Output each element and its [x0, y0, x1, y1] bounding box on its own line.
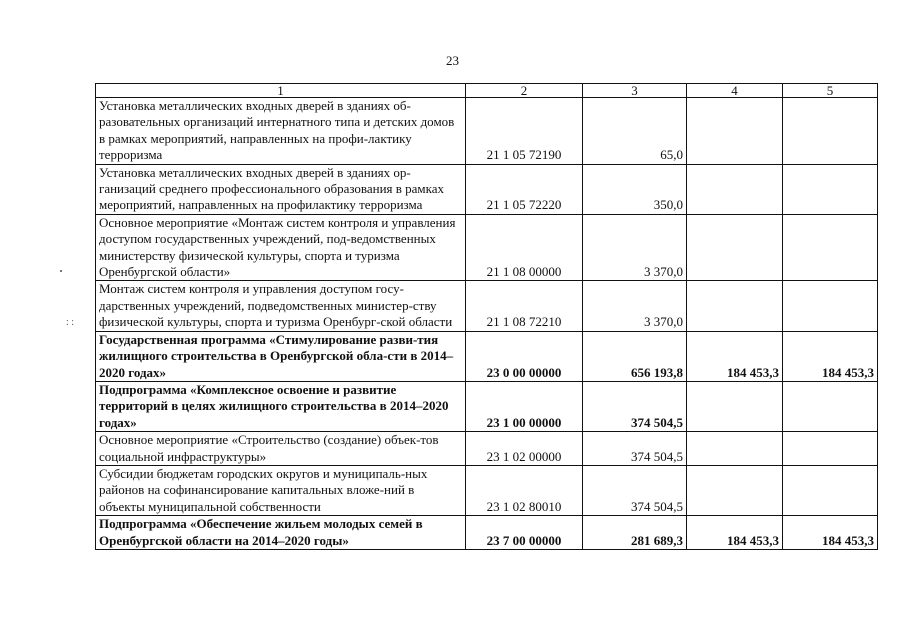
row-col5-cell	[783, 281, 878, 331]
page-number: 23	[446, 53, 459, 68]
header-col-4: 4	[687, 84, 783, 98]
row-col5-cell	[783, 98, 878, 165]
table-row	[96, 432, 878, 466]
table-row	[96, 281, 878, 331]
row-col4-cell	[687, 465, 783, 515]
row-col3-cell: 656 193,8	[583, 331, 687, 381]
row-col4-cell: 184 453,3	[687, 331, 783, 381]
margin-mark: : :	[66, 317, 75, 328]
row-code-cell: 23 0 00 00000	[466, 331, 583, 381]
row-name-cell: Основное мероприятие «Строительство (создание) объек-тов социальной инфраструктуры»	[96, 432, 466, 466]
row-col3-cell: 350,0	[583, 164, 687, 214]
header-col-5: 5	[783, 84, 878, 98]
table-row	[96, 381, 878, 431]
row-col5-cell	[783, 381, 878, 431]
table-body	[96, 98, 878, 550]
row-col4-cell	[687, 281, 783, 331]
row-name-cell: Монтаж систем контроля и управления доступом госу-дарственных учреждений, подведомственных министер-ству физической культуры, спорта и туризма Оренбург-ской области	[96, 281, 466, 331]
row-name-cell: Установка металлических входных дверей в зданиях об-разовательных организаций интернатного типа и детских домов в рамках мероприятий, направленных на профи-лактику терроризма	[96, 98, 466, 165]
row-code-cell: 23 1 02 00000	[466, 432, 583, 466]
row-col3-cell: 3 370,0	[583, 214, 687, 281]
row-col4-cell	[687, 164, 783, 214]
row-col3-cell: 65,0	[583, 98, 687, 165]
row-code-cell: 23 1 02 80010	[466, 465, 583, 515]
row-name-cell: Подпрограмма «Обеспечение жильем молодых семей в Оренбургской области на 2014–2020 годы»	[96, 516, 466, 550]
row-name-cell: Основное мероприятие «Монтаж систем контроля и управления доступом государственных учреждений, под-ведомственных министерству физической культуры, спорта и туризма Оренбургской области»	[96, 214, 466, 281]
row-col3-cell: 374 504,5	[583, 432, 687, 466]
table-row	[96, 516, 878, 550]
header-col-2: 2	[466, 84, 583, 98]
header-row	[96, 84, 878, 98]
margin-dot	[60, 270, 62, 272]
row-col4-cell	[687, 381, 783, 431]
header-col-3: 3	[583, 84, 687, 98]
row-col5-cell: 184 453,3	[783, 331, 878, 381]
row-col4-cell	[687, 432, 783, 466]
row-name-cell: Подпрограмма «Комплексное освоение и развитие территорий в целях жилищного строительства в 2014–2020 годах»	[96, 381, 466, 431]
row-code-cell: 23 1 00 00000	[466, 381, 583, 431]
table-row	[96, 164, 878, 214]
row-col5-cell	[783, 164, 878, 214]
row-col5-cell	[783, 214, 878, 281]
table-row	[96, 331, 878, 381]
row-code-cell: 21 1 05 72190	[466, 98, 583, 165]
row-code-cell: 21 1 05 72220	[466, 164, 583, 214]
row-code-cell: 21 1 08 72210	[466, 281, 583, 331]
row-col4-cell	[687, 214, 783, 281]
row-col5-cell: 184 453,3	[783, 516, 878, 550]
row-col3-cell: 3 370,0	[583, 281, 687, 331]
budget-table	[95, 83, 878, 550]
row-col4-cell	[687, 98, 783, 165]
table-row	[96, 214, 878, 281]
row-name-cell: Установка металлических входных дверей в зданиях ор-ганизаций среднего профессионального образования в рамках мероприятий, направленных на профилактику терроризма	[96, 164, 466, 214]
row-name-cell: Государственная программа «Стимулирование разви-тия жилищного строительства в Оренбургской обла-сти в 2014–2020 годах»	[96, 331, 466, 381]
row-col3-cell: 374 504,5	[583, 381, 687, 431]
table-row	[96, 98, 878, 165]
header-col-1: 1	[96, 84, 466, 98]
row-col5-cell	[783, 465, 878, 515]
row-col3-cell: 281 689,3	[583, 516, 687, 550]
row-name-cell: Субсидии бюджетам городских округов и муниципаль-ных районов на софинансирование капитальных вложе-ний в объекты муниципальной собственности	[96, 465, 466, 515]
table-row	[96, 465, 878, 515]
row-col4-cell: 184 453,3	[687, 516, 783, 550]
row-col5-cell	[783, 432, 878, 466]
row-col3-cell: 374 504,5	[583, 465, 687, 515]
row-code-cell: 23 7 00 00000	[466, 516, 583, 550]
row-code-cell: 21 1 08 00000	[466, 214, 583, 281]
